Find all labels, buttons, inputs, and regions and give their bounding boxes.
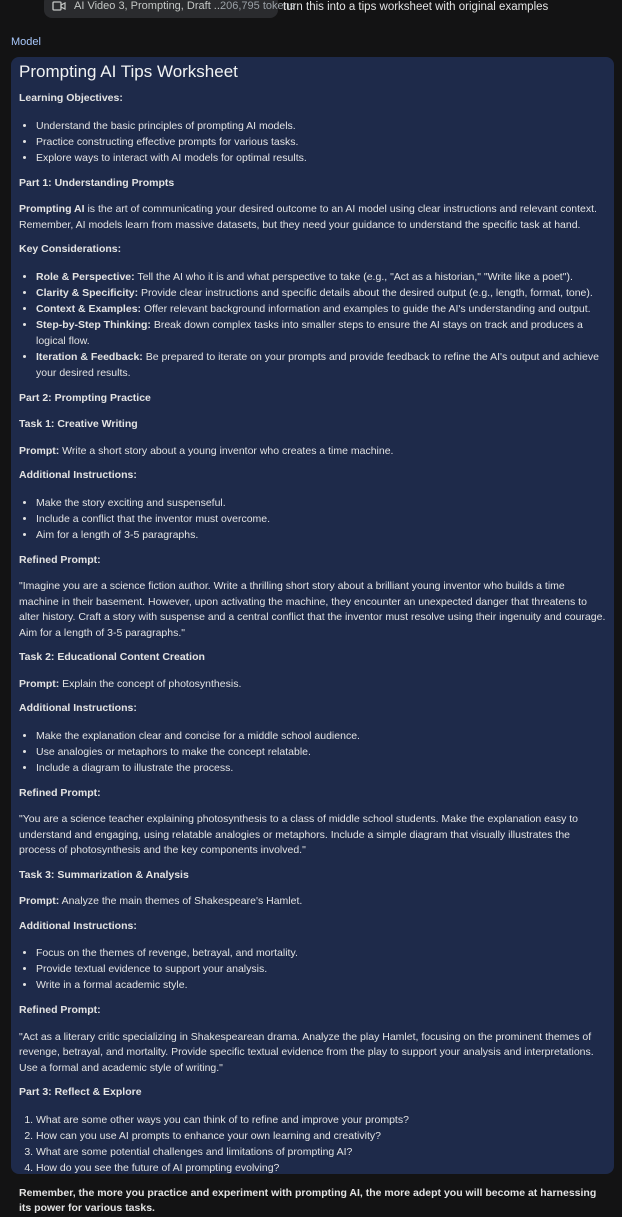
part1-intro-text: is the art of communicating your desired outcome to an AI model using clear instructions and relevant context. Remember, AI models learn from massive datasets, but they need your guidance to understand the specific task at hand.	[19, 203, 597, 231]
task3-prompt	[19, 894, 606, 910]
part1-intro-bold: Prompting AI	[19, 203, 85, 215]
file-name: AI Video 3, Prompting, Draft ...	[74, 0, 223, 12]
task3-refined-prompt: "Act as a literary critic specializing in Shakespearean drama. Analyze the play Hamlet, focusing on the prominent themes of revenge, betrayal, and mortality. Provide specific textual evidence from the play to support your analysis and interpretations. Use a formal and academic style of writing."	[19, 1030, 594, 1074]
list-item: • Understand the basic principles of prompting AI models.	[36, 118, 606, 134]
part3-heading: Part 3: Reflect & Explore	[19, 1086, 142, 1098]
objectives-list	[19, 118, 606, 166]
task3-refined-heading: Refined Prompt:	[19, 1004, 101, 1016]
item-label: Iteration & Feedback:	[36, 350, 143, 363]
part1-intro	[19, 202, 606, 233]
task2-heading: Task 2: Educational Content Creation	[19, 651, 205, 663]
prompt-label: Prompt:	[19, 677, 60, 690]
worksheet-title: Prompting AI Tips Worksheet	[19, 62, 238, 81]
list-item: • Make the story exciting and suspenseful.	[36, 495, 606, 511]
list-item	[36, 317, 606, 349]
list-item	[36, 269, 606, 285]
model-response	[11, 57, 614, 1214]
prompt-label: Prompt:	[19, 895, 60, 907]
item-label: Context & Examples:	[36, 302, 142, 315]
item-text: Tell the AI who it is and what perspective to take (e.g., "Act as a historian," "Write like a poet").	[134, 270, 573, 283]
list-item: 1. What are some other ways you can think of to refine and improve your prompts?	[36, 1112, 606, 1128]
attached-file-chip[interactable]	[44, 0, 296, 18]
key-considerations-heading: Key Considerations:	[19, 243, 122, 255]
task1-instructions	[19, 495, 606, 543]
part1-heading: Part 1: Understanding Prompts	[19, 176, 175, 189]
task3-heading: Task 3: Summarization & Analysis	[19, 868, 189, 881]
task2-prompt	[19, 677, 606, 693]
task2-instructions	[19, 728, 606, 776]
list-item: • Make the explanation clear and concise for a middle school audience.	[36, 728, 606, 744]
prompt-text: Write a short story about a young inventor who creates a time machine.	[59, 444, 394, 457]
list-item	[36, 285, 606, 301]
list-item	[36, 349, 606, 381]
list-item: • Use analogies or metaphors to make the concept relatable.	[36, 744, 606, 760]
task1-prompt	[19, 444, 606, 460]
key-considerations-list	[19, 269, 606, 381]
task1-heading: Task 1: Creative Writing	[19, 418, 138, 430]
closing-remark: Remember, the more you practice and experiment with prompting AI, the more adept you will become at harnessing its power for various tasks.	[19, 1186, 597, 1214]
reflection-questions	[19, 1112, 606, 1176]
item-text: Break down complex tasks into smaller steps to ensure the AI stays on track and produces a logical flow.	[36, 318, 583, 347]
list-item: 4. How do you see the future of AI prompting evolving?	[36, 1160, 606, 1176]
prompt-label: Prompt:	[19, 444, 60, 457]
task2-refined-heading: Refined Prompt:	[19, 786, 101, 799]
item-label: Clarity & Specificity:	[36, 286, 139, 299]
item-label: Step-by-Step Thinking:	[36, 318, 151, 331]
list-item: 3. What are some potential challenges and limitations of prompting AI?	[36, 1144, 606, 1160]
model-role-label: Model	[11, 36, 41, 48]
list-item: • Provide textual evidence to support your analysis.	[36, 961, 606, 977]
task3-instructions	[19, 945, 606, 993]
item-text: Offer relevant background information and examples to guide the AI's understanding and output.	[141, 302, 591, 315]
task1-refined-heading: Refined Prompt:	[19, 553, 101, 566]
list-item: • Aim for a length of 3-5 paragraphs.	[36, 527, 606, 543]
item-label: Role & Perspective:	[36, 270, 135, 283]
item-text: Provide clear instructions and specific details about the desired output (e.g., length, format, tone).	[138, 286, 593, 299]
objectives-heading: Learning Objectives:	[19, 92, 123, 104]
task3-additional-heading: Additional Instructions:	[19, 919, 137, 932]
list-item: • Include a diagram to illustrate the process.	[36, 760, 606, 776]
list-item: • Focus on the themes of revenge, betrayal, and mortality.	[36, 945, 606, 961]
list-item: • Explore ways to interact with AI models for optimal results.	[36, 150, 606, 166]
user-message: turn this into a tips worksheet with original examples	[283, 1, 549, 13]
list-item: • Include a conflict that the inventor must overcome.	[36, 511, 606, 527]
part2-heading: Part 2: Prompting Practice	[19, 391, 151, 404]
list-item	[36, 301, 606, 317]
task2-refined-prompt: "You are a science teacher explaining photosynthesis to a class of middle school students. Make the explanation easy to understand and engaging, using relatable analogies or metaphors. Include a simple diagram that visually illustrates the process of photosynthesis and the key components involved."	[19, 813, 579, 856]
task1-additional-heading: Additional Instructions:	[19, 469, 137, 481]
item-text: Be prepared to iterate on your prompts and provide feedback to refine the AI's output and achieve your desired results.	[36, 350, 599, 379]
top-bar	[0, 0, 622, 24]
task2-additional-heading: Additional Instructions:	[19, 702, 137, 714]
video-file-icon	[52, 0, 66, 13]
list-item: • Practice constructing effective prompts for various tasks.	[36, 134, 606, 150]
list-item: 2. How can you use AI prompts to enhance your own learning and creativity?	[36, 1128, 606, 1144]
token-count: 206,795 tokens	[220, 0, 296, 12]
prompt-text: Explain the concept of photosynthesis.	[59, 677, 242, 690]
list-item: • Write in a formal academic style.	[36, 977, 606, 993]
prompt-text: Analyze the main themes of Shakespeare's Hamlet.	[59, 895, 303, 907]
task1-refined-prompt: "Imagine you are a science fiction author. Write a thrilling short story about a brilliant young inventor who builds a time machine in their basement. However, upon activating the machine, they encounter an unexpected danger that threatens to alter history. Craft a story with suspense and a central conflict that the inventor must resolve using their ingenuity and courage. Aim for a length of 3-5 paragraphs."	[19, 580, 606, 639]
